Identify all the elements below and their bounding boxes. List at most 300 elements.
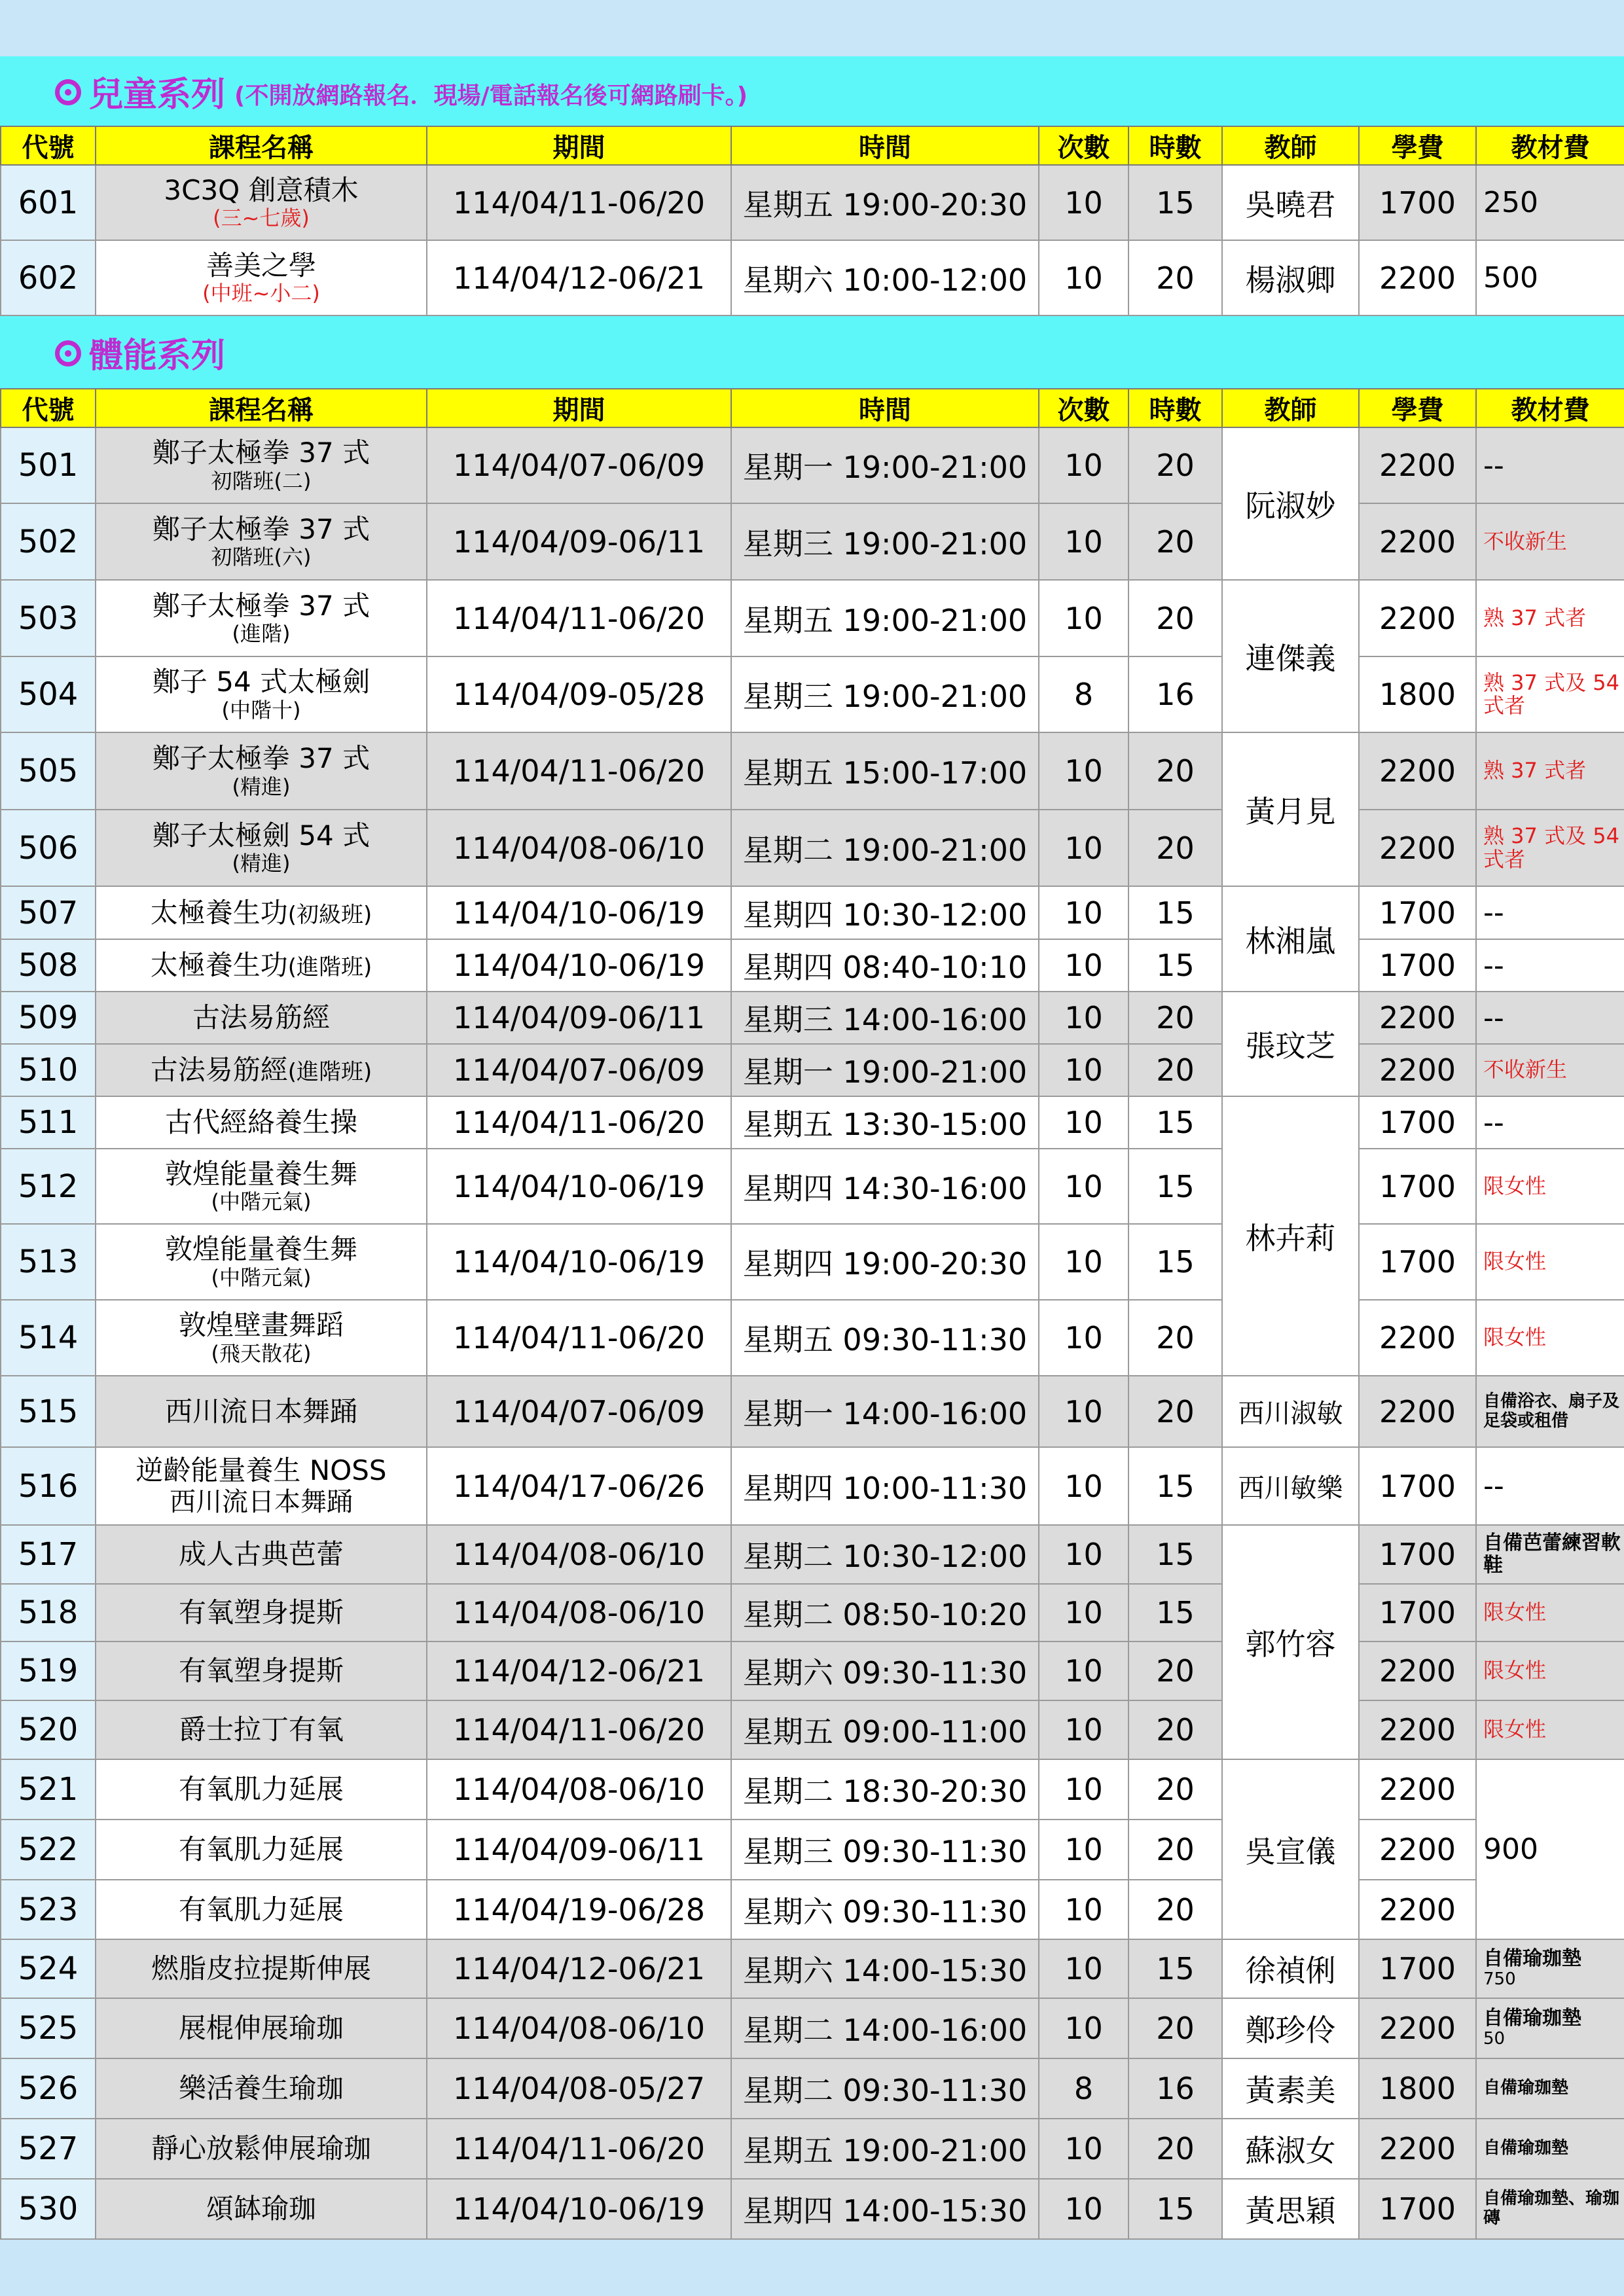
course-period: 114/04/08-06/10: [427, 1759, 731, 1820]
course-period: 114/04/08-06/10: [427, 1998, 731, 2058]
course-times: 10: [1039, 1044, 1128, 1096]
header-teacher: 教師: [1222, 126, 1359, 165]
header-code: 代號: [1, 389, 96, 427]
course-title: 古法易筋經: [192, 1001, 330, 1034]
course-times: 10: [1039, 1300, 1128, 1376]
course-material: [1476, 810, 1624, 886]
fitness-section-title: [55, 328, 225, 377]
course-code: 508: [1, 939, 96, 992]
table-row: [1, 1939, 1624, 1998]
course-material: [1476, 1584, 1624, 1641]
course-name: [96, 1820, 427, 1880]
course-time: 星期三 09:30-11:30: [731, 1820, 1039, 1880]
course-time: 星期一 19:00-21:00: [731, 1044, 1039, 1096]
course-period: 114/04/09-06/11: [427, 1820, 731, 1880]
course-period: 114/04/08-06/10: [427, 1525, 731, 1584]
course-times: 10: [1039, 1224, 1128, 1300]
course-material: --: [1476, 1447, 1624, 1525]
course-name: [96, 1224, 427, 1300]
table-row: [1, 2058, 1624, 2119]
course-teacher: 西川敏樂: [1222, 1447, 1359, 1525]
course-hours: 15: [1128, 1149, 1222, 1224]
course-fee: 1800: [1359, 656, 1476, 732]
course-code: 524: [1, 1939, 96, 1998]
table-row: [1, 1880, 1624, 1939]
target-icon: [55, 340, 81, 367]
course-teacher: 林湘嵐: [1222, 886, 1359, 992]
course-title: 有氧塑身提斯: [178, 1655, 344, 1687]
header-name: 課程名稱: [96, 126, 427, 165]
table-row: [1, 1376, 1624, 1447]
material-note: 熟 37 式及 54 式者: [1483, 670, 1619, 718]
course-times: 10: [1039, 1880, 1128, 1939]
course-period: 114/04/07-06/09: [427, 1044, 731, 1096]
course-name: [96, 1759, 427, 1820]
course-hours: 15: [1128, 165, 1222, 240]
table-row: [1, 1525, 1624, 1584]
course-subtitle: (中階十): [221, 697, 301, 723]
course-time: 星期五 15:00-17:00: [731, 732, 1039, 810]
course-name: [96, 1096, 427, 1149]
course-material: --: [1476, 427, 1624, 503]
header-code: 代號: [1, 126, 96, 165]
table-row: [1, 503, 1624, 580]
header-fee: 學費: [1359, 126, 1476, 165]
course-time: 星期三 19:00-21:00: [731, 503, 1039, 580]
course-hours: 20: [1128, 1700, 1222, 1759]
course-name: [96, 1998, 427, 2058]
course-hours: 15: [1128, 939, 1222, 992]
course-period: 114/04/12-06/21: [427, 1641, 731, 1700]
course-material: [1476, 1998, 1624, 2058]
course-hours: 15: [1128, 1939, 1222, 1998]
course-times: 10: [1039, 1998, 1128, 2058]
course-title: 鄭子太極拳 37 式: [152, 512, 370, 545]
table-row: [1, 1300, 1624, 1376]
course-code: 503: [1, 580, 96, 656]
course-time: 星期六 09:30-11:30: [731, 1641, 1039, 1700]
course-hours: 20: [1128, 1641, 1222, 1700]
course-hours: 15: [1128, 1096, 1222, 1149]
course-period: 114/04/17-06/26: [427, 1447, 731, 1525]
course-code: 602: [1, 240, 96, 315]
course-time: 星期三 19:00-21:00: [731, 656, 1039, 732]
course-code: 511: [1, 1096, 96, 1149]
course-name: [96, 1376, 427, 1447]
header-name: 課程名稱: [96, 389, 427, 427]
course-period: 114/04/07-06/09: [427, 1376, 731, 1447]
course-fee: 2200: [1359, 1641, 1476, 1700]
course-time: 星期五 19:00-21:00: [731, 2119, 1039, 2179]
course-title: 有氧肌力延展: [178, 1893, 344, 1926]
table-row: [1, 1149, 1624, 1224]
course-teacher: 吳曉君: [1222, 165, 1359, 240]
material-note: 熟 37 式者: [1483, 605, 1587, 630]
course-hours: 15: [1128, 1224, 1222, 1300]
course-code: 530: [1, 2179, 96, 2239]
course-fee: 1700: [1359, 1584, 1476, 1641]
course-fee: 2200: [1359, 1376, 1476, 1447]
table-row: [1, 1584, 1624, 1641]
course-period: 114/04/08-06/10: [427, 810, 731, 886]
course-material: --: [1476, 886, 1624, 939]
course-period: 114/04/10-06/19: [427, 1149, 731, 1224]
course-time: 星期四 14:00-15:30: [731, 2179, 1039, 2239]
course-time: 星期五 19:00-21:00: [731, 580, 1039, 656]
course-title: 鄭子太極拳 37 式: [152, 437, 370, 469]
course-period: 114/04/10-06/19: [427, 2179, 731, 2239]
course-code: 521: [1, 1759, 96, 1820]
course-hours: 20: [1128, 1300, 1222, 1376]
course-name: [96, 886, 427, 939]
material-note: 不收新生: [1483, 1057, 1568, 1083]
course-hours: 16: [1128, 656, 1222, 732]
course-title: 敦煌能量養生舞: [164, 1157, 357, 1190]
course-material: [1476, 2179, 1624, 2239]
course-subtitle: 西川流日本舞踊: [170, 1486, 353, 1517]
course-times: 10: [1039, 1096, 1128, 1149]
course-period: 114/04/19-06/28: [427, 1880, 731, 1939]
course-times: 10: [1039, 1584, 1128, 1641]
course-period: 114/04/10-06/19: [427, 886, 731, 939]
course-time: 星期四 08:40-10:10: [731, 939, 1039, 992]
course-time: 星期二 18:30-20:30: [731, 1759, 1039, 1820]
course-title: 古法易筋經: [150, 1054, 288, 1086]
material-note: 自備瑜珈墊: [1483, 2006, 1581, 2030]
course-times: 10: [1039, 1939, 1128, 1998]
table-header-row: [1, 126, 1624, 165]
table-row: [1, 939, 1624, 992]
header-time: 時間: [731, 126, 1039, 165]
course-teacher: 張玟芝: [1222, 992, 1359, 1096]
course-times: 10: [1039, 427, 1128, 503]
course-fee: 2200: [1359, 240, 1476, 315]
course-times: 10: [1039, 732, 1128, 810]
course-fee: 2200: [1359, 503, 1476, 580]
course-hours: 16: [1128, 2058, 1222, 2119]
material-note: 限女性: [1483, 1600, 1547, 1625]
course-teacher: 黃思穎: [1222, 2179, 1359, 2239]
course-hours: 20: [1128, 1880, 1222, 1939]
course-name: [96, 732, 427, 810]
course-teacher: 鄭珍伶: [1222, 1998, 1359, 2058]
table-row: [1, 580, 1624, 656]
course-fee: 1700: [1359, 1939, 1476, 1998]
material-note: 限女性: [1483, 1325, 1547, 1350]
course-title: 樂活養生瑜珈: [178, 2072, 344, 2105]
table-header-row: [1, 389, 1624, 427]
table-row: [1, 2179, 1624, 2239]
header-teacher: 教師: [1222, 389, 1359, 427]
course-period: 114/04/09-06/11: [427, 503, 731, 580]
kids-section-title: [55, 67, 748, 116]
course-title: 敦煌能量養生舞: [164, 1233, 357, 1266]
course-title: 成人古典芭蕾: [178, 1538, 344, 1571]
course-subtitle: (中階元氣): [211, 1189, 312, 1215]
course-name: [96, 1700, 427, 1759]
course-fee: 1700: [1359, 886, 1476, 939]
course-period: 114/04/11-06/20: [427, 2119, 731, 2179]
header-fee: 學費: [1359, 389, 1476, 427]
course-material: --: [1476, 992, 1624, 1044]
course-teacher: 黃素美: [1222, 2058, 1359, 2119]
table-row: [1, 992, 1624, 1044]
course-time: 星期五 13:30-15:00: [731, 1096, 1039, 1149]
course-material: [1476, 1939, 1624, 1998]
course-teacher: 林卉莉: [1222, 1096, 1359, 1376]
course-title: 古代經絡養生操: [164, 1106, 357, 1139]
course-subtitle: (中班~小二): [202, 281, 320, 306]
course-period: 114/04/08-05/27: [427, 2058, 731, 2119]
course-code: 516: [1, 1447, 96, 1525]
header-period: 期間: [427, 126, 731, 165]
course-subtitle: (中階元氣): [211, 1265, 312, 1290]
course-material: 250: [1476, 165, 1624, 240]
course-time: 星期六 09:30-11:30: [731, 1880, 1039, 1939]
course-material: [1476, 1300, 1624, 1376]
course-subtitle: (三~七歲): [213, 206, 310, 231]
course-material: [1476, 1044, 1624, 1096]
page-bottom-band: [0, 2246, 1624, 2296]
table-row: [1, 240, 1624, 315]
course-material: [1476, 1376, 1624, 1447]
course-times: 8: [1039, 2058, 1128, 2119]
kids-note: (不開放網路報名．現場/電話報名後可網路刷卡。): [234, 82, 748, 109]
course-code: 526: [1, 2058, 96, 2119]
course-hours: 15: [1128, 1447, 1222, 1525]
course-code: 522: [1, 1820, 96, 1880]
material-note: 自備瑜珈墊: [1483, 2138, 1569, 2159]
course-code: 501: [1, 427, 96, 503]
header-period: 期間: [427, 389, 731, 427]
course-time: 星期二 10:30-12:00: [731, 1525, 1039, 1584]
course-name: [96, 240, 427, 315]
course-hours: 20: [1128, 1998, 1222, 2058]
kids-title-text: 兒童系列: [89, 75, 226, 115]
course-title: 靜心放鬆伸展瑜珈: [151, 2132, 371, 2165]
fitness-table: [0, 388, 1624, 2240]
course-material: --: [1476, 939, 1624, 992]
course-fee: 2200: [1359, 1700, 1476, 1759]
course-times: 10: [1039, 1641, 1128, 1700]
course-title: 鄭子太極劍 54 式: [152, 819, 370, 852]
course-period: 114/04/11-06/20: [427, 1300, 731, 1376]
course-time: 星期三 14:00-16:00: [731, 992, 1039, 1044]
course-code: 504: [1, 656, 96, 732]
course-fee: 1700: [1359, 1447, 1476, 1525]
course-fee: 2200: [1359, 1880, 1476, 1939]
header-time: 時間: [731, 389, 1039, 427]
course-fee: 2200: [1359, 1044, 1476, 1096]
course-title: 敦煌壁畫舞蹈: [178, 1309, 344, 1342]
course-title: 爵士拉丁有氧: [178, 1713, 344, 1746]
course-teacher: 楊淑卿: [1222, 240, 1359, 315]
kids-table: [0, 126, 1624, 316]
course-time: 星期四 10:00-11:30: [731, 1447, 1039, 1525]
course-material: [1476, 1700, 1624, 1759]
course-name: [96, 503, 427, 580]
table-row: [1, 1447, 1624, 1525]
course-teacher: 郭竹容: [1222, 1525, 1359, 1759]
course-time: 星期二 08:50-10:20: [731, 1584, 1039, 1641]
course-fee: 1700: [1359, 1224, 1476, 1300]
header-hours: 時數: [1128, 126, 1222, 165]
material-note: 不收新生: [1483, 528, 1568, 554]
course-fee: 2200: [1359, 992, 1476, 1044]
material-note: 自備芭蕾練習軟鞋: [1483, 1531, 1621, 1577]
table-row: [1, 1820, 1624, 1880]
material-price: 750: [1483, 1969, 1516, 1990]
course-title: 有氧肌力延展: [178, 1773, 344, 1806]
course-material: [1476, 656, 1624, 732]
course-name: [96, 2179, 427, 2239]
course-title: 太極養生功: [150, 949, 288, 982]
course-material: [1476, 1224, 1624, 1300]
course-hours: 20: [1128, 503, 1222, 580]
course-material: 900: [1476, 1759, 1624, 1939]
course-name: [96, 992, 427, 1044]
course-hours: 20: [1128, 1820, 1222, 1880]
header-times: 次數: [1039, 389, 1128, 427]
course-material: [1476, 1149, 1624, 1224]
table-row: [1, 427, 1624, 503]
header-material: 教材費: [1476, 389, 1624, 427]
course-time: 星期四 14:30-16:00: [731, 1149, 1039, 1224]
course-material: [1476, 503, 1624, 580]
course-name: [96, 2058, 427, 2119]
course-title: 鄭子 54 式太極劍: [152, 666, 370, 698]
course-code: 513: [1, 1224, 96, 1300]
course-name: [96, 1149, 427, 1224]
table-row: [1, 810, 1624, 886]
course-fee: 2200: [1359, 810, 1476, 886]
course-name: [96, 1880, 427, 1939]
course-code: 509: [1, 992, 96, 1044]
course-title: 鄭子太極拳 37 式: [152, 589, 370, 622]
course-teacher: 連傑義: [1222, 580, 1359, 732]
header-times: 次數: [1039, 126, 1128, 165]
table-row: [1, 1759, 1624, 1820]
course-time: 星期四 10:30-12:00: [731, 886, 1039, 939]
course-name: [96, 1525, 427, 1584]
table-row: [1, 165, 1624, 240]
material-note: 限女性: [1483, 1658, 1547, 1683]
course-code: 525: [1, 1998, 96, 2058]
course-hours: 20: [1128, 992, 1222, 1044]
course-title: 西川流日本舞踊: [164, 1395, 357, 1427]
course-teacher: 蘇淑女: [1222, 2119, 1359, 2179]
course-name: [96, 165, 427, 240]
course-times: 10: [1039, 1376, 1128, 1447]
course-times: 10: [1039, 165, 1128, 240]
course-time: 星期五 19:00-20:30: [731, 165, 1039, 240]
table-row: [1, 1224, 1624, 1300]
course-code: 515: [1, 1376, 96, 1447]
table-row: [1, 1044, 1624, 1096]
table-row: [1, 2119, 1624, 2179]
course-code: 514: [1, 1300, 96, 1376]
course-fee: 2200: [1359, 427, 1476, 503]
course-name: [96, 810, 427, 886]
course-fee: 1700: [1359, 1525, 1476, 1584]
target-icon: [55, 79, 81, 105]
course-code: 510: [1, 1044, 96, 1096]
course-subtitle: 初階班(六): [211, 545, 312, 570]
course-time: 星期六 14:00-15:30: [731, 1939, 1039, 1998]
course-level: (進階班): [287, 954, 372, 981]
course-times: 10: [1039, 2179, 1128, 2239]
course-fee: 1800: [1359, 2058, 1476, 2119]
course-times: 8: [1039, 656, 1128, 732]
course-subtitle: (進階): [232, 621, 291, 647]
course-material: [1476, 1641, 1624, 1700]
course-teacher: 西川淑敏: [1222, 1376, 1359, 1447]
course-times: 10: [1039, 1700, 1128, 1759]
course-title: 有氧肌力延展: [178, 1833, 344, 1866]
course-code: 502: [1, 503, 96, 580]
course-name: [96, 1447, 427, 1525]
header-hours: 時數: [1128, 389, 1222, 427]
course-hours: 15: [1128, 886, 1222, 939]
course-time: 星期一 14:00-16:00: [731, 1376, 1039, 1447]
course-time: 星期二 19:00-21:00: [731, 810, 1039, 886]
course-fee: 1700: [1359, 1096, 1476, 1149]
course-times: 10: [1039, 939, 1128, 992]
course-code: 520: [1, 1700, 96, 1759]
material-note: 自備瑜珈墊: [1483, 2078, 1569, 2098]
material-note: 限女性: [1483, 1717, 1547, 1742]
table-row: [1, 656, 1624, 732]
course-fee: 2200: [1359, 2119, 1476, 2179]
course-schedule: [0, 56, 1624, 2240]
course-fee: 2200: [1359, 1820, 1476, 1880]
material-note: 自備浴衣、扇子及足袋或租借: [1483, 1391, 1620, 1431]
course-fee: 2200: [1359, 1998, 1476, 2058]
course-times: 10: [1039, 1447, 1128, 1525]
course-name: [96, 1641, 427, 1700]
course-period: 114/04/11-06/20: [427, 1096, 731, 1149]
fitness-title-text: 體能系列: [89, 336, 226, 376]
course-code: 505: [1, 732, 96, 810]
course-period: 114/04/11-06/20: [427, 165, 731, 240]
course-fee: 1700: [1359, 165, 1476, 240]
course-period: 114/04/08-06/10: [427, 1584, 731, 1641]
course-code: 519: [1, 1641, 96, 1700]
course-times: 10: [1039, 810, 1128, 886]
course-time: 星期五 09:30-11:30: [731, 1300, 1039, 1376]
course-hours: 20: [1128, 1044, 1222, 1096]
material-note: 限女性: [1483, 1173, 1547, 1198]
course-time: 星期四 19:00-20:30: [731, 1224, 1039, 1300]
course-name: [96, 1584, 427, 1641]
course-title: 善美之學: [206, 249, 316, 281]
course-period: 114/04/12-06/21: [427, 1939, 731, 1998]
course-name: [96, 939, 427, 992]
course-hours: 20: [1128, 580, 1222, 656]
course-hours: 20: [1128, 1376, 1222, 1447]
course-fee: 1700: [1359, 1149, 1476, 1224]
course-period: 114/04/11-06/20: [427, 732, 731, 810]
course-hours: 20: [1128, 1759, 1222, 1820]
course-code: 506: [1, 810, 96, 886]
course-fee: 2200: [1359, 580, 1476, 656]
course-hours: 15: [1128, 1525, 1222, 1584]
course-title: 燃脂皮拉提斯伸展: [151, 1952, 371, 1985]
header-material: 教材費: [1476, 126, 1624, 165]
course-teacher: 黃月見: [1222, 732, 1359, 886]
course-subtitle: 初階班(二): [211, 468, 312, 493]
course-name: [96, 656, 427, 732]
